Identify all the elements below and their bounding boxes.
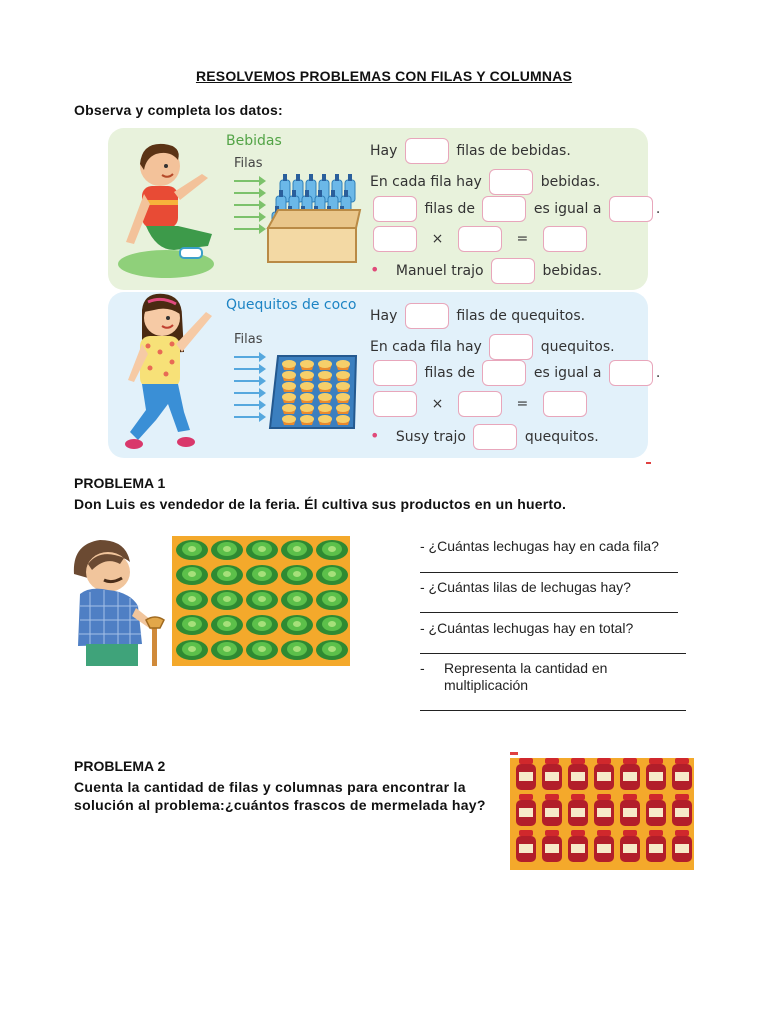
problema1-text: Don Luis es vendedor de la feria. Él cultiva sus productos en un huerto. bbox=[74, 496, 567, 512]
lettuce-icon bbox=[176, 565, 208, 585]
lettuce-icon bbox=[176, 540, 208, 560]
cupcake-icon bbox=[300, 382, 314, 392]
lettuce-icon bbox=[211, 565, 243, 585]
cupcake-icon bbox=[318, 371, 332, 381]
lettuce-icon bbox=[316, 540, 348, 560]
lettuce-field-illustration bbox=[172, 536, 350, 666]
cupcake-icon bbox=[282, 393, 296, 403]
cupcake-icon bbox=[300, 404, 314, 414]
cupcake-icon bbox=[318, 360, 332, 370]
lettuce-icon bbox=[281, 640, 313, 660]
quequitos-line-4: × = bbox=[370, 391, 590, 417]
cupcake-icon bbox=[282, 404, 296, 414]
cupcake-icon bbox=[282, 382, 296, 392]
bottle-crate-illustration bbox=[262, 168, 362, 266]
problema2-text: Cuenta la cantidad de filas y columnas para encontrar la solución al problema:¿cuántos frascos de mermelada hay? bbox=[74, 779, 486, 813]
farmer-illustration bbox=[60, 534, 176, 666]
lettuce-icon bbox=[211, 640, 243, 660]
answer-line[interactable] bbox=[420, 612, 678, 613]
cupcake-icon bbox=[300, 415, 314, 425]
instruction-text: Observa y completa los datos: bbox=[74, 102, 283, 118]
cupcake-icon bbox=[336, 393, 350, 403]
quequitos-heading: Quequitos de coco bbox=[226, 297, 357, 313]
lettuce-icon bbox=[246, 565, 278, 585]
lettuce-icon bbox=[211, 615, 243, 635]
quequitos-line-5: • Susy trajo quequitos. bbox=[370, 424, 599, 450]
answer-box[interactable] bbox=[473, 424, 517, 450]
quequitos-row-arrows bbox=[234, 356, 270, 428]
quequitos-line-1: Hay filas de quequitos. bbox=[370, 303, 585, 329]
answer-box[interactable] bbox=[405, 138, 449, 164]
problema1-heading: PROBLEMA 1 bbox=[74, 475, 166, 491]
cupcake-icon bbox=[318, 415, 332, 425]
answer-line[interactable] bbox=[420, 572, 678, 573]
cupcake-icon bbox=[336, 360, 350, 370]
cupcake-icon bbox=[336, 415, 350, 425]
problema1-question-4-dash: - bbox=[420, 660, 425, 676]
answer-box[interactable] bbox=[489, 334, 533, 360]
cupcake-icon bbox=[300, 371, 314, 381]
problema1-question-4: Representa la cantidad en multiplicación bbox=[444, 660, 608, 693]
cupcake-tray-illustration bbox=[268, 352, 358, 432]
quequitos-line-2: En cada fila hay quequitos. bbox=[370, 334, 615, 360]
problema1-question-2: - ¿Cuántas lilas de lechugas hay? bbox=[420, 579, 631, 595]
answer-box[interactable] bbox=[482, 196, 526, 222]
answer-box[interactable] bbox=[373, 196, 417, 222]
lettuce-icon bbox=[316, 615, 348, 635]
lettuce-icon bbox=[281, 590, 313, 610]
lettuce-icon bbox=[246, 615, 278, 635]
cupcake-icon bbox=[336, 382, 350, 392]
bebidas-line-4: × = bbox=[370, 226, 590, 252]
bebidas-line-1: Hay filas de bebidas. bbox=[370, 138, 571, 164]
lettuce-icon bbox=[211, 540, 243, 560]
answer-box[interactable] bbox=[491, 258, 535, 284]
bebidas-line-2: En cada fila hay bebidas. bbox=[370, 169, 600, 195]
answer-box[interactable] bbox=[543, 391, 587, 417]
lettuce-icon bbox=[246, 590, 278, 610]
cupcake-icon bbox=[282, 371, 296, 381]
cupcake-icon bbox=[282, 415, 296, 425]
lettuce-icon bbox=[246, 540, 278, 560]
lettuce-icon bbox=[281, 540, 313, 560]
quequitos-line-3: filas de es igual a . bbox=[370, 360, 660, 386]
bebidas-heading: Bebidas bbox=[226, 133, 282, 149]
problema2-heading: PROBLEMA 2 bbox=[74, 758, 166, 774]
worksheet-title: RESOLVEMOS PROBLEMAS CON FILAS Y COLUMNAS bbox=[195, 68, 573, 84]
lettuce-icon bbox=[316, 590, 348, 610]
lettuce-icon bbox=[176, 615, 208, 635]
bebidas-filas-label: Filas bbox=[234, 156, 263, 171]
answer-box[interactable] bbox=[609, 196, 653, 222]
cupcake-icon bbox=[300, 393, 314, 403]
quequitos-filas-label: Filas bbox=[234, 332, 263, 347]
cupcake-icon bbox=[318, 382, 332, 392]
problema1-question-1: - ¿Cuántas lechugas hay en cada fila? bbox=[420, 538, 659, 554]
answer-box[interactable] bbox=[489, 169, 533, 195]
cupcake-icon bbox=[282, 360, 296, 370]
answer-box[interactable] bbox=[373, 360, 417, 386]
answer-box[interactable] bbox=[405, 303, 449, 329]
answer-box[interactable] bbox=[458, 226, 502, 252]
decorative-mark bbox=[646, 462, 651, 464]
lettuce-icon bbox=[176, 640, 208, 660]
bebidas-line-5: • Manuel trajo bebidas. bbox=[370, 258, 602, 284]
lettuce-icon bbox=[281, 615, 313, 635]
cupcake-icon bbox=[318, 393, 332, 403]
answer-box[interactable] bbox=[373, 226, 417, 252]
problema1-question-3: - ¿Cuántas lechugas hay en total? bbox=[420, 620, 634, 636]
answer-box[interactable] bbox=[609, 360, 653, 386]
lettuce-icon bbox=[246, 640, 278, 660]
answer-box[interactable] bbox=[373, 391, 417, 417]
lettuce-icon bbox=[316, 565, 348, 585]
answer-box[interactable] bbox=[482, 360, 526, 386]
lettuce-icon bbox=[281, 565, 313, 585]
boy-illustration bbox=[116, 138, 240, 282]
jam-jars-illustration bbox=[510, 752, 694, 870]
answer-box[interactable] bbox=[458, 391, 502, 417]
answer-box[interactable] bbox=[543, 226, 587, 252]
cupcake-icon bbox=[336, 371, 350, 381]
cupcake-icon bbox=[300, 360, 314, 370]
cupcake-icon bbox=[336, 404, 350, 414]
bebidas-line-3: filas de es igual a . bbox=[370, 196, 660, 222]
answer-line[interactable] bbox=[420, 653, 686, 654]
cupcake-icon bbox=[318, 404, 332, 414]
lettuce-icon bbox=[316, 640, 348, 660]
girl-illustration bbox=[120, 292, 220, 454]
answer-line[interactable] bbox=[420, 710, 686, 711]
lettuce-icon bbox=[211, 590, 243, 610]
lettuce-icon bbox=[176, 590, 208, 610]
